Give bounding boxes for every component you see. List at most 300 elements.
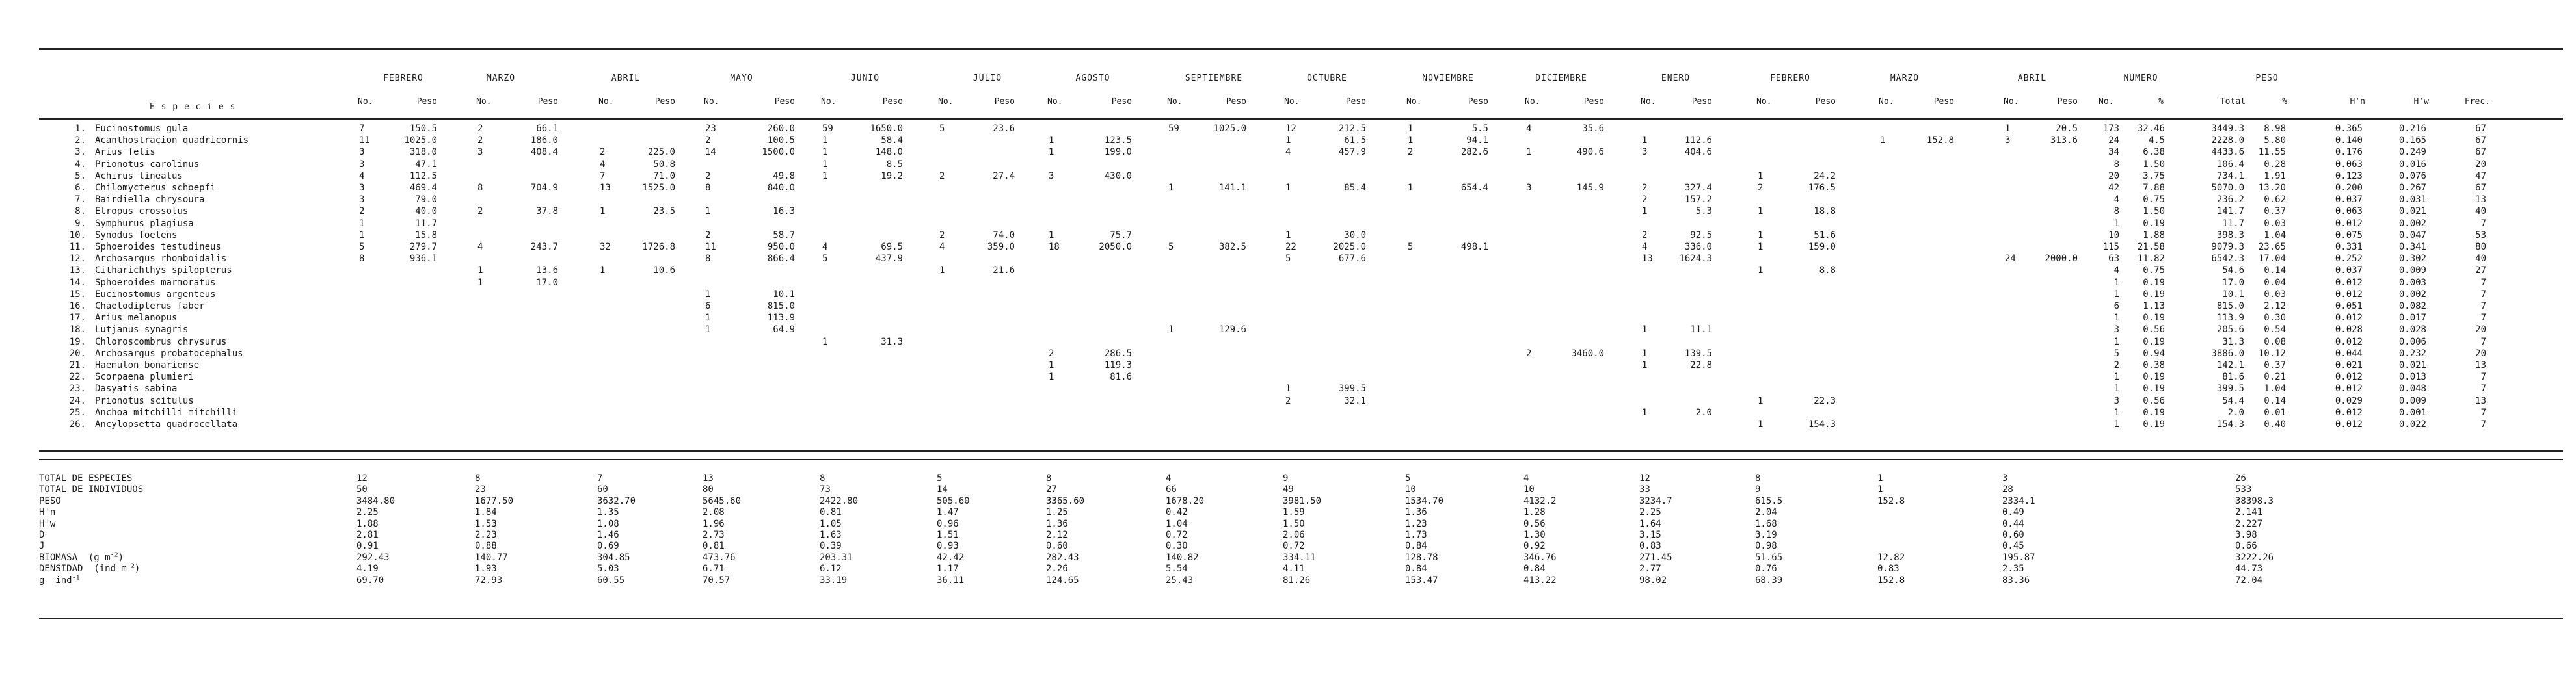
summary-value: 10	[1405, 484, 1416, 495]
cell-peso: 61.5	[1344, 135, 1366, 146]
summary-value: 10	[1523, 484, 1535, 495]
total-hn: 0.012	[2335, 407, 2363, 418]
summary-value: 0.84	[1405, 564, 1427, 575]
cell-peso: 866.4	[767, 254, 795, 265]
no-subheader: No.	[1641, 97, 1656, 107]
cell-peso: 382.5	[1218, 242, 1246, 252]
summary-value: 3365.60	[1046, 495, 1085, 506]
cell-peso: 327.4	[1684, 183, 1712, 193]
cell-peso: 199.0	[1104, 147, 1132, 158]
total-hw: 0.232	[2398, 348, 2426, 359]
cell-no: 5	[939, 124, 945, 134]
species-name: Achirus lineatus	[95, 170, 183, 181]
cell-no: 1	[822, 170, 828, 181]
summary-value: 7	[597, 473, 603, 484]
summary-value: 1.96	[703, 518, 725, 529]
total-hn: 0.012	[2335, 419, 2363, 430]
summary-label-exponent: -1	[72, 573, 80, 581]
no-subheader: No.	[938, 97, 954, 107]
summary-total: 533	[2235, 484, 2252, 495]
cell-peso: 13.6	[536, 265, 558, 276]
species-name: Sphoeroides marmoratus	[95, 277, 216, 288]
cell-peso: 313.6	[2050, 135, 2078, 146]
cell-no: 2	[600, 147, 606, 158]
cell-no: 8	[359, 254, 365, 265]
peso-subheader: Peso	[1691, 97, 1712, 107]
summary-value: 1.88	[356, 518, 379, 529]
summary-value: 334.11	[1283, 552, 1316, 563]
total-hn: 0.037	[2335, 194, 2363, 205]
cell-no: 1	[1049, 229, 1054, 241]
cell-peso: 2025.0	[1333, 242, 1366, 252]
summary-value: 66	[1166, 484, 1177, 495]
month-header: ENERO	[1661, 73, 1691, 83]
cell-no: 11	[705, 242, 716, 252]
cell-peso: 92.5	[1690, 229, 1712, 241]
total-hn: 0.029	[2335, 395, 2363, 406]
summary-value: 413.22	[1523, 575, 1557, 586]
total-hn: 0.252	[2335, 254, 2363, 265]
summary-value: 36.11	[937, 575, 965, 586]
total-hn: 0.012	[2335, 218, 2363, 229]
summary-label	[39, 496, 312, 507]
total-hw: 0.076	[2398, 170, 2426, 181]
cell-peso: 8.8	[1819, 265, 1836, 276]
no-subheader: No.	[1756, 97, 1772, 107]
summary-value: 0.30	[1166, 541, 1188, 552]
cell-peso: 212.5	[1338, 124, 1366, 134]
total-total: 17.0	[2222, 277, 2244, 288]
summary-value: 1.51	[937, 530, 959, 540]
cell-peso: 145.9	[1576, 183, 1604, 193]
summary-value: 5	[937, 473, 943, 484]
summary-label-text: TOTAL DE INDIVIDUOS	[39, 484, 144, 495]
cell-no: 2	[1408, 147, 1414, 158]
cell-no: 5	[1285, 254, 1291, 265]
total-frec: 7	[2480, 407, 2486, 418]
cell-no: 1	[822, 147, 828, 158]
total-pct: 0.75	[2143, 265, 2165, 276]
total-pct: 0.21	[2264, 372, 2286, 383]
species-name: Lutjanus synagris	[95, 324, 189, 335]
cell-no: 3	[1642, 147, 1648, 158]
total-pct: 1.50	[2143, 206, 2165, 217]
summary-total: 72.04	[2235, 575, 2263, 586]
cell-no: 2	[359, 206, 365, 217]
total-pct: 2.12	[2264, 301, 2286, 311]
total-hn: 0.012	[2335, 336, 2363, 347]
total-total: 3449.3	[2211, 124, 2244, 134]
summary-value: 1.68	[1755, 518, 1777, 529]
summary-value: 13	[703, 473, 714, 484]
cell-no: 1	[1285, 229, 1291, 241]
total-frec: 47	[2475, 170, 2486, 181]
cell-no: 13	[600, 183, 611, 193]
summary-value: 5	[1405, 473, 1411, 484]
summary-label-text: D	[39, 530, 45, 540]
month-header: OCTUBRE	[1307, 73, 1347, 83]
summary-value: 615.5	[1755, 495, 1783, 506]
peso-subheader: Peso	[537, 97, 558, 107]
species-index: 14.	[69, 277, 86, 288]
summary-value: 292.43	[356, 552, 390, 563]
peso-subheader: Peso	[882, 97, 903, 107]
summary-value: 5.03	[597, 564, 619, 575]
summary-value: 98.02	[1639, 575, 1667, 586]
top-rule	[39, 48, 2563, 50]
summary-value: 0.69	[597, 541, 619, 552]
summary-value: 203.31	[820, 552, 853, 563]
summary-value: 5.54	[1166, 564, 1188, 575]
total-total: 2228.0	[2211, 135, 2244, 146]
species-name: Arius melanopus	[95, 313, 178, 324]
cell-no: 4	[1526, 124, 1532, 134]
summary-value: 50	[356, 484, 368, 495]
cell-peso: 112.5	[409, 170, 437, 181]
summary-label-close: )	[134, 564, 141, 575]
total-pct: 0.01	[2264, 407, 2286, 418]
total-hw: 0.249	[2398, 147, 2426, 158]
total-hn: 0.012	[2335, 372, 2363, 383]
total-frec: 7	[2480, 384, 2486, 395]
frec-subheader: Frec.	[2464, 97, 2490, 107]
cell-no: 2	[1526, 348, 1532, 359]
total-no: 115	[2102, 242, 2119, 252]
total-pct: 0.19	[2143, 218, 2165, 229]
cell-peso: 10.1	[773, 289, 795, 300]
cell-no: 3	[2005, 135, 2011, 146]
total-pct: 0.04	[2264, 277, 2286, 288]
total-hw: 0.006	[2398, 336, 2426, 347]
summary-value: 2.77	[1639, 564, 1661, 575]
summary-value: 1.23	[1405, 518, 1427, 529]
cell-no: 3	[1526, 183, 1532, 193]
total-pct: 0.19	[2143, 372, 2165, 383]
total-total: 81.6	[2222, 372, 2244, 383]
cell-peso: 359.0	[987, 242, 1015, 252]
cell-no: 59	[1168, 124, 1179, 134]
summary-value: 3234.7	[1639, 495, 1672, 506]
total-pct: 1.04	[2264, 229, 2286, 241]
cell-peso: 22.8	[1690, 360, 1712, 371]
cell-peso: 430.0	[1104, 170, 1132, 181]
summary-value: 0.84	[1523, 564, 1546, 575]
summary-label	[39, 519, 312, 530]
cell-no: 22	[1285, 242, 1296, 252]
species-end-rule-2	[39, 459, 2563, 460]
summary-value: 282.43	[1046, 552, 1079, 563]
cell-no: 1	[1285, 183, 1291, 193]
summary-value: 128.78	[1405, 552, 1438, 563]
cell-no: 1	[1049, 360, 1054, 371]
total-frec: 7	[2480, 313, 2486, 324]
summary-value: 1.36	[1046, 518, 1068, 529]
total-pct: 1.88	[2143, 229, 2165, 241]
summary-label-close: )	[118, 552, 124, 563]
cell-peso: 399.5	[1338, 384, 1366, 395]
total-pct: 0.14	[2264, 265, 2286, 276]
cell-peso: 21.6	[993, 265, 1015, 276]
species-name: Etropus crossotus	[95, 206, 189, 217]
total-no: 42	[2108, 183, 2119, 193]
cell-peso: 1025.0	[404, 135, 437, 146]
total-total: 398.3	[2216, 229, 2244, 241]
summary-value: 1.93	[475, 564, 497, 575]
cell-peso: 950.0	[767, 242, 795, 252]
species-index: 13.	[69, 265, 86, 276]
cell-no: 4	[1642, 242, 1648, 252]
total-frec: 7	[2480, 419, 2486, 430]
species-index: 17.	[69, 313, 86, 324]
total-total: 815.0	[2216, 301, 2244, 311]
total-total: 113.9	[2216, 313, 2244, 324]
total-hn: 0.012	[2335, 384, 2363, 395]
summary-value: 124.65	[1046, 575, 1079, 586]
total-hw: 0.022	[2398, 419, 2426, 430]
cell-no: 14	[705, 147, 716, 158]
peso-subheader: Peso	[994, 97, 1015, 107]
cell-peso: 58.4	[881, 135, 903, 146]
species-index: 10.	[69, 229, 86, 241]
cell-peso: 75.7	[1110, 229, 1132, 241]
total-hn: 0.021	[2335, 360, 2363, 371]
total-total: 106.4	[2216, 159, 2244, 170]
cell-no: 1	[1642, 135, 1648, 146]
species-name: Archosargus rhomboidalis	[95, 254, 227, 265]
cell-no: 2	[1049, 348, 1054, 359]
summary-value: 473.76	[703, 552, 736, 563]
cell-no: 1	[1758, 265, 1764, 276]
total-hn: 0.200	[2335, 183, 2363, 193]
cell-no: 24	[2005, 254, 2016, 265]
summary-value: 152.8	[1877, 575, 1905, 586]
total-frec: 13	[2475, 395, 2486, 406]
numero-header: NUMERO	[2123, 73, 2158, 83]
total-pct: 0.19	[2143, 277, 2165, 288]
summary-value: 12.82	[1877, 552, 1905, 563]
summary-value: 83.36	[2002, 575, 2030, 586]
month-header: JUNIO	[850, 73, 880, 83]
cell-peso: 176.5	[1808, 183, 1836, 193]
cell-no: 1	[1049, 147, 1054, 158]
summary-value: 1.08	[597, 518, 619, 529]
summary-value: 1	[1877, 473, 1883, 484]
cell-peso: 10.6	[653, 265, 675, 276]
species-index: 4.	[75, 159, 86, 170]
cell-no: 1	[1408, 124, 1414, 134]
summary-label	[39, 507, 312, 518]
cell-no: 2	[477, 206, 483, 217]
total-hw: 0.082	[2398, 301, 2426, 311]
peso-subheader: Peso	[1226, 97, 1246, 107]
total-total: 141.7	[2216, 206, 2244, 217]
summary-label	[39, 575, 312, 586]
month-header: AGOSTO	[1075, 73, 1110, 83]
summary-value: 2.25	[1639, 507, 1661, 518]
total-frec: 7	[2480, 289, 2486, 300]
cell-no: 8	[705, 254, 711, 265]
total-pct: 0.14	[2264, 395, 2286, 406]
cell-peso: 71.0	[653, 170, 675, 181]
total-hw: 0.002	[2398, 289, 2426, 300]
total-pct: 0.94	[2143, 348, 2165, 359]
cell-no: 1	[1758, 229, 1764, 241]
cell-no: 23	[705, 124, 716, 134]
cell-peso: 498.1	[1460, 242, 1488, 252]
cell-no: 8	[477, 183, 483, 193]
total-hw: 0.028	[2398, 324, 2426, 335]
summary-value: 304.85	[597, 552, 630, 563]
total-hw: 0.016	[2398, 159, 2426, 170]
total-pct: 0.75	[2143, 194, 2165, 205]
species-index: 3.	[75, 147, 86, 158]
species-name: Scorpaena plumieri	[95, 372, 194, 383]
total-hn: 0.044	[2335, 348, 2363, 359]
total-pct: 0.19	[2143, 407, 2165, 418]
species-index: 16.	[69, 301, 86, 311]
species-index: 23.	[69, 384, 86, 395]
species-index: 15.	[69, 289, 86, 300]
cell-peso: 15.8	[415, 229, 437, 241]
species-name: Arius felis	[95, 147, 155, 158]
summary-total: 3.98	[2235, 530, 2257, 540]
total-frec: 67	[2475, 183, 2486, 193]
cell-no: 1	[1526, 147, 1532, 158]
cell-no: 1	[1758, 206, 1764, 217]
cell-no: 1	[1408, 183, 1414, 193]
summary-label	[39, 553, 312, 564]
especies-header: E s p e c i e s	[150, 102, 236, 112]
total-frec: 67	[2475, 147, 2486, 158]
total-hw: 0.001	[2398, 407, 2426, 418]
bottom-rule	[39, 618, 2563, 619]
cell-no: 1	[822, 336, 828, 347]
summary-value: 3981.50	[1283, 495, 1322, 506]
total-frec: 80	[2475, 242, 2486, 252]
summary-value: 3.15	[1639, 530, 1661, 540]
cell-peso: 159.0	[1808, 242, 1836, 252]
summary-value: 1678.20	[1166, 495, 1205, 506]
cell-peso: 58.7	[773, 229, 795, 241]
total-no: 63	[2108, 254, 2119, 265]
summary-value: 0.81	[820, 507, 842, 518]
cell-no: 1	[1758, 242, 1764, 252]
cell-no: 2	[477, 124, 483, 134]
summary-label-text: g ind	[39, 575, 72, 586]
summary-value: 0.42	[1166, 507, 1188, 518]
cell-peso: 815.0	[767, 301, 795, 311]
cell-no: 6	[705, 301, 711, 311]
species-index: 12.	[69, 254, 86, 265]
summary-total: 44.73	[2235, 564, 2263, 575]
month-header: SEPTIEMBRE	[1185, 73, 1243, 83]
month-header: ABRIL	[611, 73, 641, 83]
cell-no: 4	[600, 159, 606, 170]
total-no: 8	[2113, 206, 2119, 217]
cell-peso: 1525.0	[642, 183, 675, 193]
total-no: 8	[2113, 159, 2119, 170]
total-total: 154.3	[2216, 419, 2244, 430]
total-hw: 0.341	[2398, 242, 2426, 252]
total-frec: 67	[2475, 124, 2486, 134]
summary-value: 2334.1	[2002, 495, 2035, 506]
summary-value: 0.92	[1523, 541, 1546, 552]
total-pct: 0.03	[2264, 218, 2286, 229]
no-subheader: No.	[1879, 97, 1894, 107]
cell-no: 3	[359, 147, 365, 158]
peso-total-subheader: Total	[2220, 97, 2246, 107]
cell-peso: 40.0	[415, 206, 437, 217]
species-index: 5.	[75, 170, 86, 181]
cell-peso: 37.8	[536, 206, 558, 217]
species-index: 21.	[69, 360, 86, 371]
cell-peso: 85.4	[1344, 183, 1366, 193]
total-no: 1	[2113, 313, 2119, 324]
total-hw: 0.002	[2398, 218, 2426, 229]
total-hw: 0.267	[2398, 183, 2426, 193]
total-frec: 67	[2475, 135, 2486, 146]
cell-peso: 81.6	[1110, 372, 1132, 383]
total-pct: 0.56	[2143, 324, 2165, 335]
species-index: 2.	[75, 135, 86, 146]
cell-peso: 148.0	[875, 147, 903, 158]
total-total: 54.6	[2222, 265, 2244, 276]
summary-value: 2.25	[356, 507, 379, 518]
peso-subheader: Peso	[1815, 97, 1836, 107]
total-pct: 11.82	[2137, 254, 2165, 265]
summary-label	[39, 564, 312, 575]
summary-value: 14	[937, 484, 948, 495]
cell-no: 1	[1285, 384, 1291, 395]
peso-total-header: PESO	[2255, 73, 2279, 83]
cell-no: 2	[939, 229, 945, 241]
cell-peso: 282.6	[1460, 147, 1488, 158]
total-frec: 13	[2475, 360, 2486, 371]
summary-value: 6.12	[820, 564, 842, 575]
no-subheader: No.	[358, 97, 373, 107]
cell-no: 1	[1049, 135, 1054, 146]
species-name: Synodus foetens	[95, 229, 178, 241]
cell-no: 1	[359, 218, 365, 229]
month-header: FEBRERO	[1770, 73, 1810, 83]
summary-value: 1.50	[1283, 518, 1305, 529]
cell-no: 2	[939, 170, 945, 181]
total-pct: 0.28	[2264, 159, 2286, 170]
cell-no: 1	[2005, 124, 2011, 134]
summary-value: 1.35	[597, 507, 619, 518]
total-frec: 40	[2475, 254, 2486, 265]
species-index: 6.	[75, 183, 86, 193]
total-total: 10.1	[2222, 289, 2244, 300]
summary-value: 3632.70	[597, 495, 636, 506]
cell-no: 1	[1408, 135, 1414, 146]
peso-subheader: Peso	[416, 97, 437, 107]
species-index: 25.	[69, 407, 86, 418]
summary-label-text: PESO	[39, 495, 61, 506]
cell-peso: 677.6	[1338, 254, 1366, 265]
species-index: 9.	[75, 218, 86, 229]
cell-no: 2	[705, 229, 711, 241]
summary-label-exponent: -2	[126, 562, 135, 570]
cell-no: 1	[822, 135, 828, 146]
total-total: 6542.3	[2211, 254, 2244, 265]
species-name: Dasyatis sabina	[95, 384, 178, 395]
summary-value: 1534.70	[1405, 495, 1444, 506]
summary-value: 4.19	[356, 564, 379, 575]
summary-value: 33	[1639, 484, 1650, 495]
total-pct: 0.54	[2264, 324, 2286, 335]
cell-peso: 64.9	[773, 324, 795, 335]
